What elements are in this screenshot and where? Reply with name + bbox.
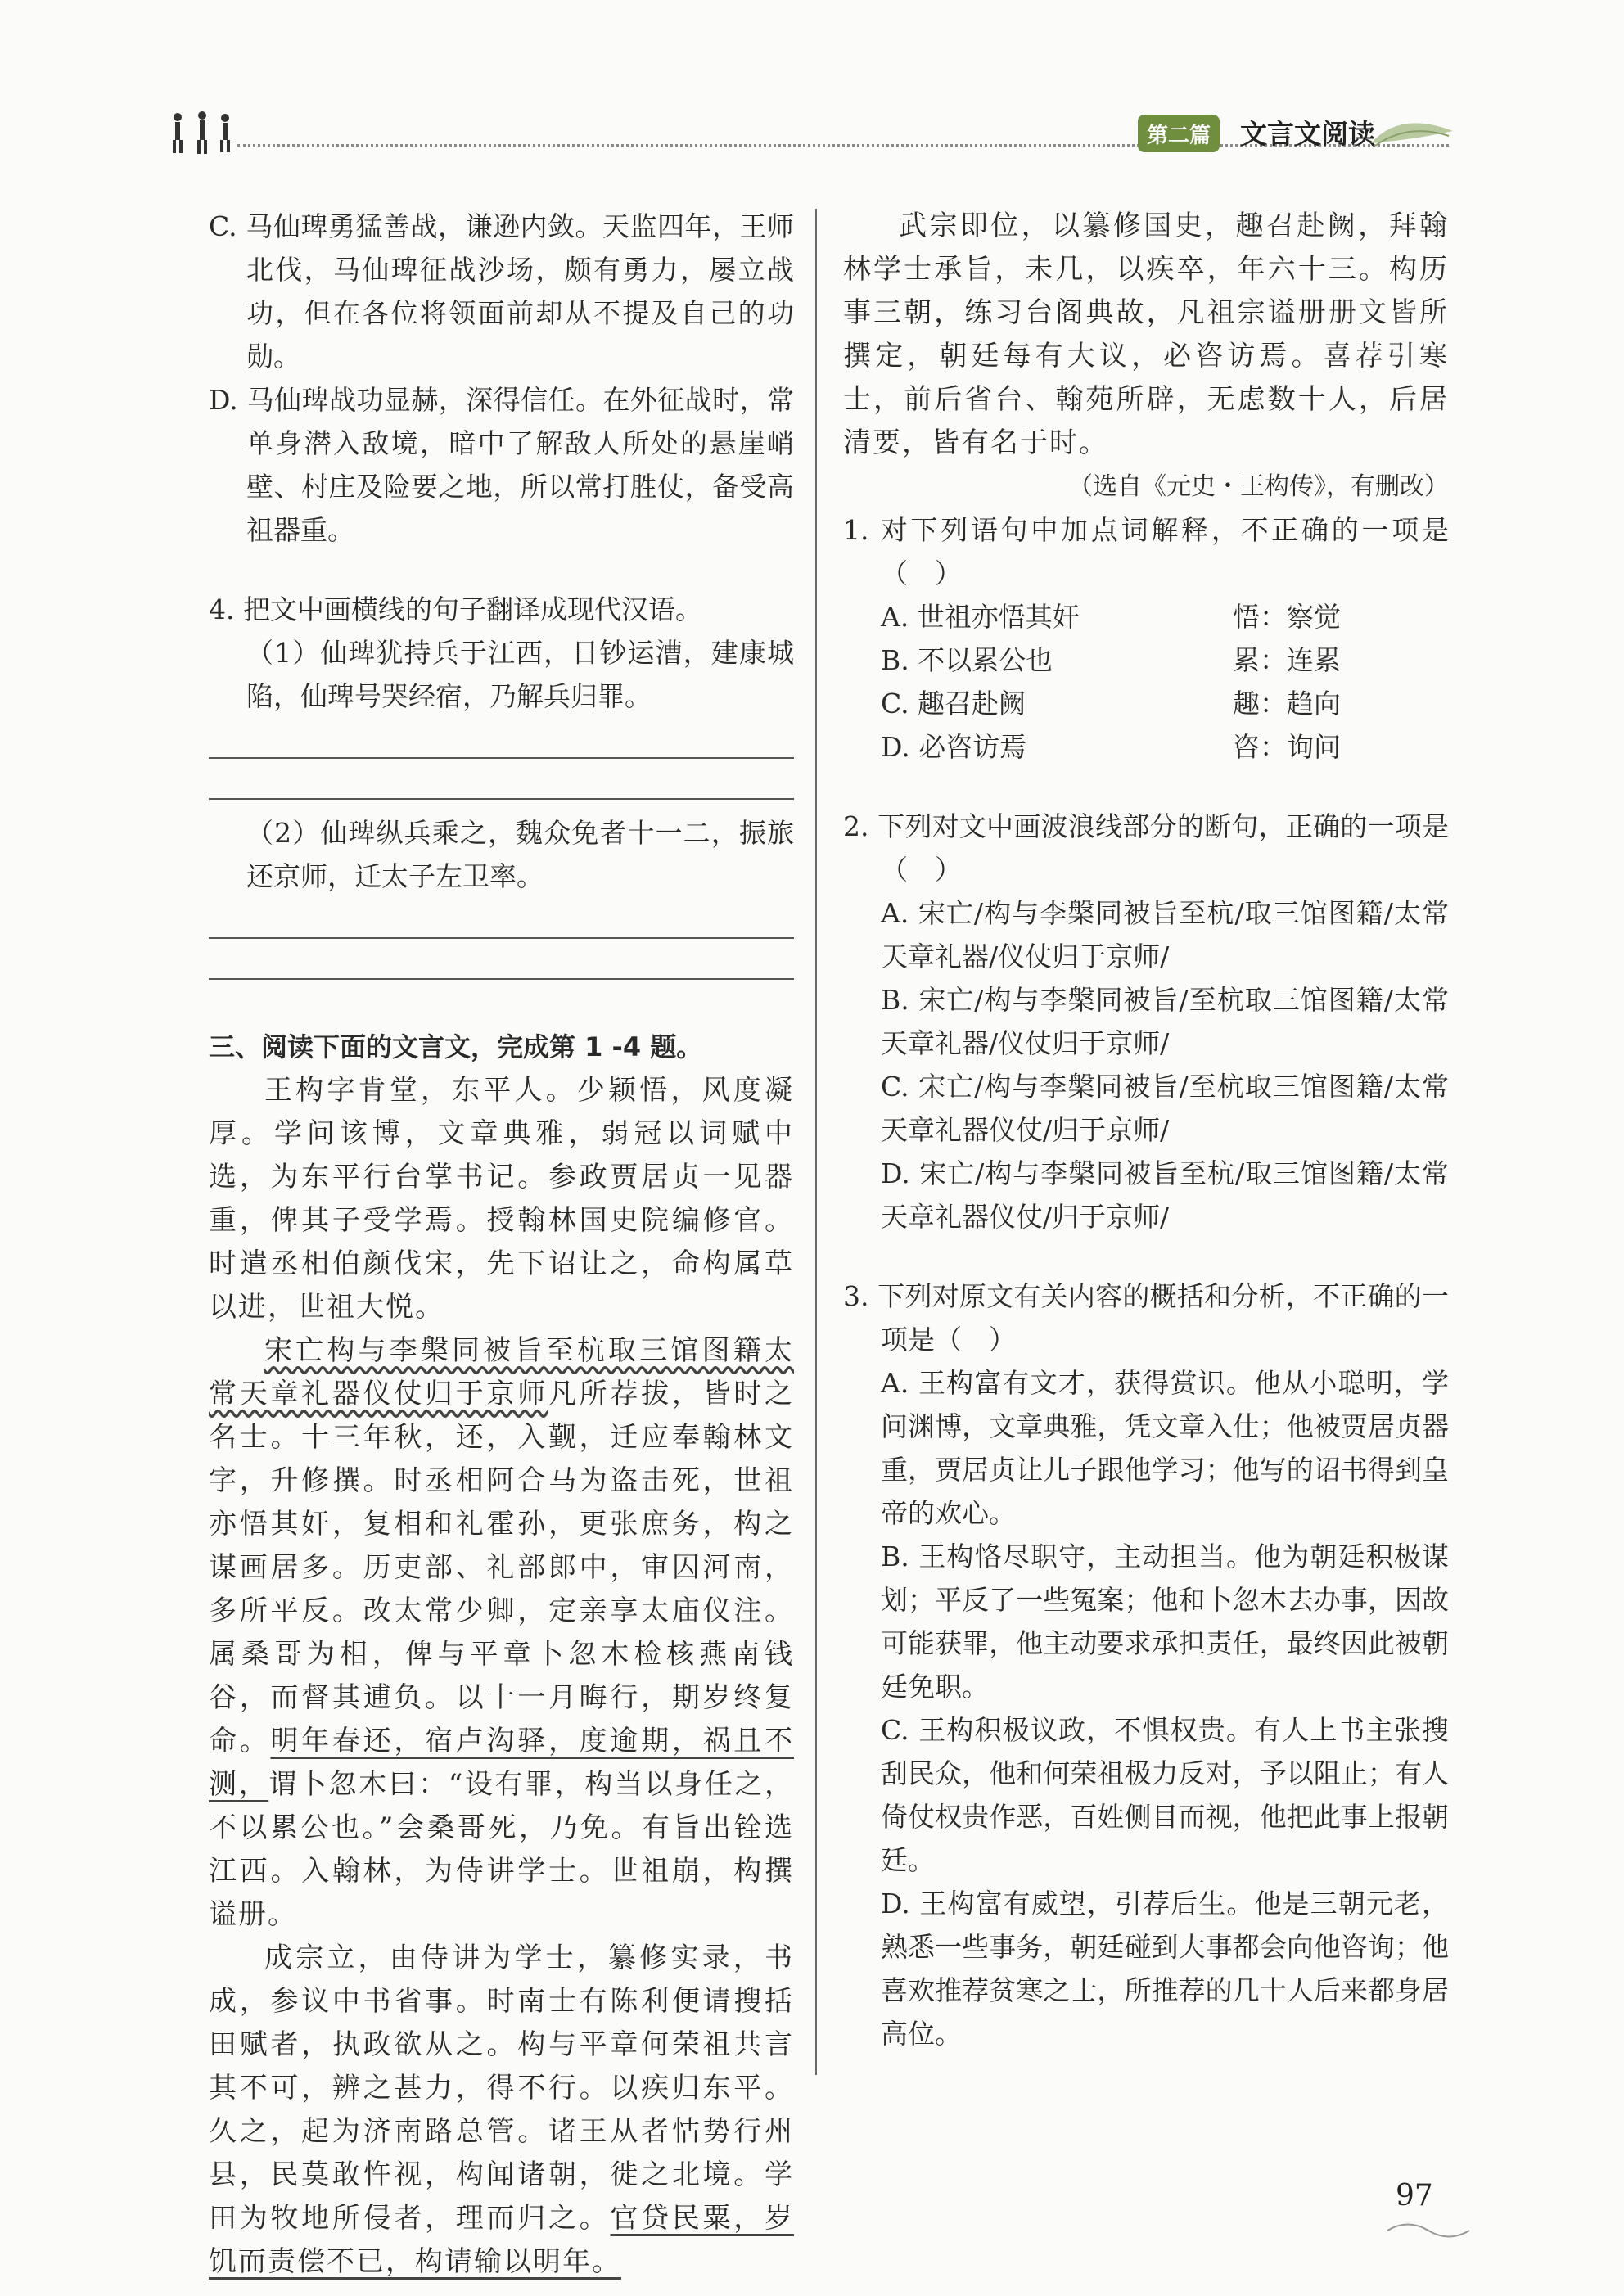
question-2: 2. 下列对文中画波浪线部分的断句，正确的一项是（ ） bbox=[843, 810, 1449, 886]
q1-option-b: B. 不以累公也 累：连累 bbox=[881, 644, 1341, 676]
running-figures-icon bbox=[168, 111, 241, 156]
question-4-part-1: （1）仙琕犹持兵于江西，日钞运漕，建康城陷，仙琕号哭经宿，乃解兵归罪。 bbox=[246, 637, 794, 712]
q2-option-c: C. 宋亡/构与李槃同被旨/至杭取三馆图籍/太常天章礼器仪仗/归于京师/ bbox=[881, 1071, 1449, 1146]
right-column bbox=[843, 205, 1449, 2055]
section-3-title: 三、阅读下面的文言文，完成第 1 -4 题。 bbox=[209, 1031, 703, 1062]
page-header bbox=[0, 0, 1624, 164]
q2-option-b: B. 宋亡/构与李槃同被旨/至杭取三馆图籍/太常天章礼器/仪仗归于京师/ bbox=[881, 984, 1449, 1059]
question-3: 3. 下列对原文有关内容的概括和分析，不正确的一项是（ ） bbox=[843, 1280, 1449, 1355]
answer-line[interactable] bbox=[209, 718, 794, 759]
underlined-sentence: 官贷民粟，岁饥而责偿不已，构请输以明年。 bbox=[209, 2202, 795, 2278]
q1-option-d: D. 必咨访焉 咨：询问 bbox=[881, 731, 1341, 763]
q3-option-a: A. 王构富有文才，获得赏识。他从小聪明，学问渊博，文章典雅，凭文章入仕；他被贾居贞器重，贾居贞让儿子跟他学习；他写的诏书得到皇帝的欢心。 bbox=[881, 1367, 1449, 1529]
option-d: D. 马仙琕战功显赫，深得信任。在外征战时，常单身潜入敌境，暗中了解敌人所处的悬崖峭壁、村庄及险要之地，所以常打胜仗，备受高祖器重。 bbox=[209, 384, 794, 546]
left-column bbox=[209, 205, 794, 2284]
answer-line[interactable] bbox=[209, 939, 794, 980]
passage-paragraph-4: 武宗即位，以纂修国史，趣召赴阙，拜翰林学士承旨，未几，以疾卒，年六十三。构历事三朝，练习台阁典故，凡祖宗谥册册文皆所撰定，朝廷每有大议，必咨访焉。喜荐引寒士，前后省台、翰苑所辟，无虑数十人，后居清要，皆有名于时。 bbox=[843, 210, 1449, 459]
question-1: 1. 对下列语句中加点词解释，不正确的一项是（ ） bbox=[843, 514, 1449, 589]
question-4: 4. 把文中画横线的句子翻译成现代汉语。 bbox=[209, 593, 702, 625]
q3-option-c: C. 王构积极议政，不惧权贵。有人上书主张搜刮民众，他和何荣祖极力反对，予以阻止；有人倚仗权贵作恶，百姓侧目而视，他把此事上报朝廷。 bbox=[881, 1714, 1449, 1876]
footer-ornament-icon bbox=[1383, 2218, 1473, 2243]
option-c: C. 马仙琕勇猛善战，谦逊内敛。天监四年，王师北伐，马仙琕征战沙场，颇有勇力，屡立战功，但在各位将领面前却从不提及自己的功勋。 bbox=[209, 210, 794, 372]
passage-paragraph-3: 成宗立，由侍讲为学士，纂修实录，书成，参议中书省事。时南士有陈利便请搜括田赋者，执政欲从之。构与平章何荣祖共言其不可，辨之甚力，得不行。以疾归东平。久之，起为济南路总管。诸王从者怙势行州县，民莫敢忤视，构闻诸朝，徙之北境。学田为牧地所侵者，理而归之。官贷民粟，岁饥而责偿不已，构请输以明年。 bbox=[209, 1942, 795, 2278]
wavy-underlined-sentence: 宋亡构与李槃同被旨至杭取三馆图籍太常天章礼器仪仗归于京师 bbox=[209, 1334, 794, 1410]
passage-paragraph-1: 王构字肯堂，东平人。少颖悟，风度凝厚。学问该博，文章典雅，弱冠以词赋中选，为东平行台掌书记。参政贾居贞一见器重，俾其子受学焉。授翰林国史院编修官。时遣丞相伯颜伐宋，先下诏让之，命构属草以进，世祖大悦。 bbox=[209, 1074, 794, 1324]
passage-source: （选自《元史・王构传》，有删改） bbox=[1068, 472, 1449, 501]
leaf-ornament-icon bbox=[1367, 106, 1457, 156]
answer-line[interactable] bbox=[209, 898, 794, 939]
q2-option-a: A. 宋亡/构与李槃同被旨至杭/取三馆图籍/太常天章礼器/仪仗归于京师/ bbox=[881, 897, 1449, 972]
q3-option-b: B. 王构恪尽职守，主动担当。他为朝廷积极谋划；平反了一些冤案；他和卜忽木去办事，因故可能获罪，他主动要求承担责任，最终因此被朝廷免职。 bbox=[881, 1540, 1449, 1703]
answer-line[interactable] bbox=[209, 759, 794, 800]
underlined-sentence: 明年春还，宿卢沟驿，度逾期，祸且不测， bbox=[209, 1725, 795, 1801]
passage-paragraph-2: 宋亡构与李槃同被旨至杭取三馆图籍太常天章礼器仪仗归于京师凡所荐拔，皆时之名士。十三年秋，还，入觐，迁应奉翰林文字，升修撰。时丞相阿合马为盗击死，世祖亦悟其奸，复相和礼霍孙，更张庶务，构之谋画居多。历吏部、礼部郎中，审囚河南，多所平反。改太常少卿，定亲享太庙仪注。属桑哥为相，俾与平章卜忽木检核燕南钱谷，而督其逋负。以十一月晦行，期岁终复命。明年春还，宿卢沟驿，度逾期，祸且不测，谓卜忽木曰：“设有罪，构当以身任之，不以累公也。”会桑哥死，乃免。有旨出铨选江西。入翰林，为侍讲学士。世祖崩，构撰谥册。 bbox=[209, 1334, 795, 1931]
column-divider bbox=[815, 209, 817, 2075]
q2-option-d: D. 宋亡/构与李槃同被旨至杭/取三馆图籍/太常天章礼器仪仗/归于京师/ bbox=[881, 1157, 1449, 1233]
page-number: 97 bbox=[1396, 2179, 1433, 2213]
question-4-part-2: （2）仙琕纵兵乘之，魏众免者十一二，振旅还京师，迁太子左卫率。 bbox=[246, 817, 794, 892]
q1-option-a: A. 世祖亦悟其奸 悟：察觉 bbox=[881, 601, 1341, 633]
q3-option-d: D. 王构富有威望，引荐后生。他是三朝元老，熟悉一些事务，朝廷碰到大事都会向他咨询；他喜欢推荐贫寒之士，所推荐的几十人后来都身居高位。 bbox=[881, 1888, 1449, 2050]
section-title: 文言文阅读 bbox=[1240, 118, 1375, 150]
q1-option-c: C. 趣召赴阙 趣：趋向 bbox=[881, 688, 1341, 719]
chapter-badge: 第二篇 bbox=[1138, 115, 1220, 152]
